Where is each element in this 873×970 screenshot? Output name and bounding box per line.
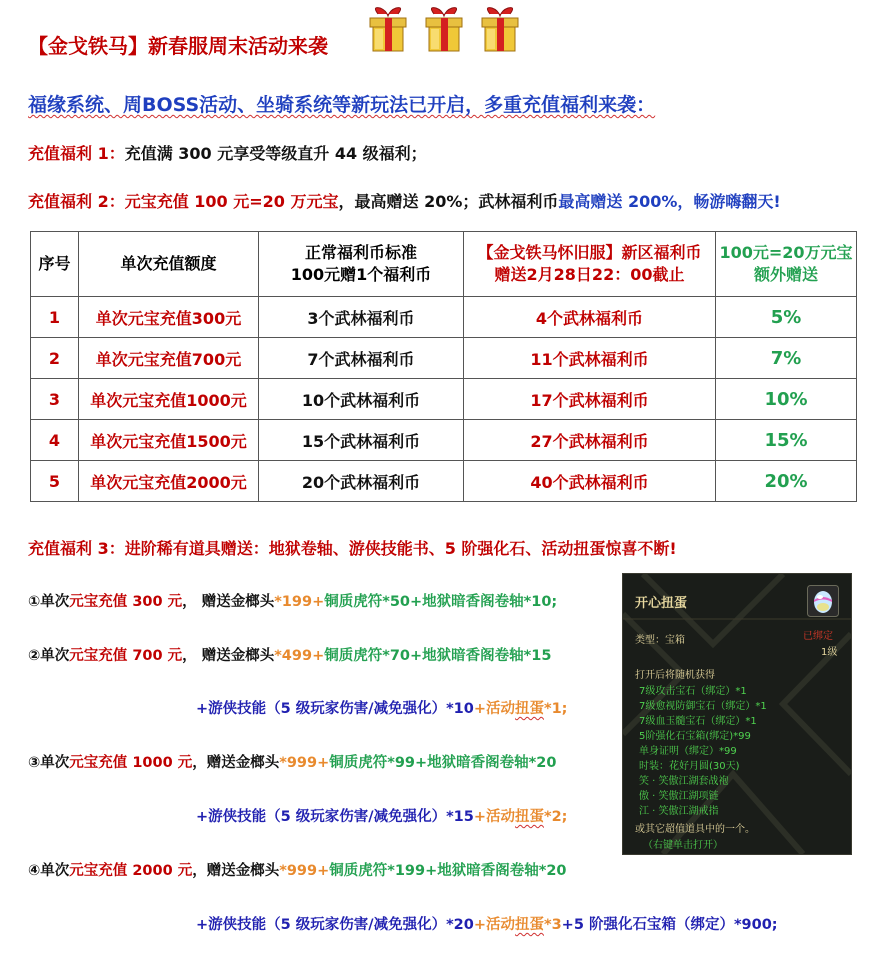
cell-bonus: 5% (716, 297, 857, 338)
gift-egg-name: 扭蛋 (515, 917, 544, 933)
tooltip-reward-item: 5阶强化石宝箱(绑定)*99 (639, 731, 751, 742)
gift-rest: +地狱暗香阁卷轴*15 (410, 648, 552, 664)
gift-rest: +地狱暗香阁卷轴*10; (410, 594, 558, 610)
tooltip-outro: 或其它超值道具中的一个。 (635, 824, 755, 835)
tooltip-reward-item: 笑 · 笑傲江湖套战袍 (639, 776, 729, 787)
header-new-server-coin: 【金戈铁马怀旧服】新区福利币 赠送2月28日22：00截止 (464, 232, 716, 297)
tooltip-reward-item: 傲 · 笑傲江湖项链 (639, 791, 719, 802)
gift-box-icon (420, 4, 468, 54)
cell-normal-coin: 20个武林福利币 (259, 461, 464, 502)
gift-item: 铜质虎符 (324, 648, 383, 664)
gift-skill: +游侠技能（5 级玩家伤害/减免强化）*15 (196, 809, 474, 825)
cell-bonus: 7% (716, 338, 857, 379)
gift-number: ①单次 (28, 594, 70, 610)
gift-box-icon (476, 4, 524, 54)
tooltip-item-name: 开心扭蛋 (635, 596, 688, 611)
gift-number: ④单次 (28, 863, 70, 879)
gift-egg: +活动 (473, 917, 515, 933)
tooltip-reward-item: 7级血玉髓宝石（绑定）*1 (639, 716, 757, 727)
cell-amount: 单次元宝充值1000元 (79, 379, 259, 420)
gift-skill: +游侠技能（5 级玩家伤害/减免强化）*10 (196, 701, 474, 717)
cell-new-coin: 27个武林福利币 (464, 420, 716, 461)
gift-qty: *199 (274, 594, 313, 610)
gift-amount: 元宝充值 700 元 (69, 648, 183, 664)
cell-bonus: 15% (716, 420, 857, 461)
benefit-2 (28, 189, 781, 212)
gift-line-2000 (28, 859, 567, 880)
cell-amount: 单次元宝充值2000元 (79, 461, 259, 502)
benefit-1-text: 充值满 300 元享受等级直升 44 级福利； (124, 144, 427, 163)
cell-new-coin: 17个武林福利币 (464, 379, 716, 420)
gift-rest: +地狱暗香阁卷轴*20 (415, 755, 557, 771)
gift-amount: 元宝充值 2000 元 (69, 863, 193, 879)
tooltip-hint: （右键单击打开） (643, 840, 723, 851)
gift-plus: + (312, 648, 325, 664)
tooltip-item-type: 类型：宝箱 (635, 635, 685, 646)
tooltip-level: 1级 (821, 647, 838, 658)
cell-normal-coin: 3个武林福利币 (259, 297, 464, 338)
subtitle: 福缘系统、周BOSS活动、坐骑系统等新玩法已开启，多重充值福利来袭： (28, 94, 656, 116)
cell-bonus: 10% (716, 379, 857, 420)
gift-qty: *99 (387, 755, 416, 771)
tooltip-reward-item: 7级攻击宝石（绑定）*1 (639, 686, 747, 697)
tooltip-intro: 打开后将随机获得 (635, 670, 715, 681)
gift-text: ，赠送金榔头 (192, 863, 280, 879)
cell-new-coin: 40个武林福利币 (464, 461, 716, 502)
gift-number: ③单次 (28, 755, 70, 771)
header-extra-bonus: 100元=20万元宝 额外赠送 (716, 232, 857, 297)
benefit-2-label: 充值福利 2： (28, 192, 125, 211)
tooltip-reward-item: 时装：花好月圆(30天) (639, 761, 740, 772)
cell-index: 1 (31, 297, 79, 338)
gift-qty: *50 (382, 594, 410, 610)
cell-index: 4 (31, 420, 79, 461)
gift-line-2000-cont (196, 913, 778, 934)
gift-plus: + (312, 594, 325, 610)
table-row (31, 420, 857, 461)
cell-new-coin: 11个武林福利币 (464, 338, 716, 379)
table-row (31, 461, 857, 502)
gift-egg-qty: *2; (544, 809, 568, 825)
gift-plus: + (317, 863, 330, 879)
cell-index: 2 (31, 338, 79, 379)
gift-rest: +地狱暗香阁卷轴*20 (425, 863, 567, 879)
gift-tail: +5 阶强化石宝箱（绑定）*900; (561, 917, 778, 933)
gift-text: ， 赠送金榔头 (182, 594, 275, 610)
benefit-1-label: 充值福利 1： (28, 144, 125, 163)
cell-index: 3 (31, 379, 79, 420)
gift-text: ， 赠送金榔头 (182, 648, 275, 664)
gift-egg: +活动 (473, 809, 515, 825)
tooltip-reward-item: 江 · 笑傲江湖戒指 (639, 806, 719, 817)
tooltip-bound-status: 已绑定 (803, 631, 833, 642)
gift-egg-name: 扭蛋 (515, 809, 544, 825)
header-amount: 单次充值额度 (79, 232, 259, 297)
gift-line-700 (28, 644, 551, 665)
header-normal-coin: 正常福利币标准 100元赠1个福利币 (259, 232, 464, 297)
tooltip-reward-item: 7级愈视防御宝石（绑定）*1 (639, 701, 767, 712)
capsule-egg-icon (807, 585, 839, 617)
gift-amount: 元宝充值 1000 元 (69, 755, 193, 771)
cell-bonus: 20% (716, 461, 857, 502)
gift-qty: *999 (279, 863, 318, 879)
benefit-1 (28, 141, 427, 164)
recharge-rate-table (30, 231, 857, 502)
gift-item: 铜质虎符 (324, 594, 383, 610)
cell-amount: 单次元宝充值1500元 (79, 420, 259, 461)
cell-normal-coin: 7个武林福利币 (259, 338, 464, 379)
cell-normal-coin: 15个武林福利币 (259, 420, 464, 461)
tooltip-reward-item: 单身证明（绑定）*99 (639, 746, 737, 757)
gift-qty: *999 (279, 755, 318, 771)
gift-egg-qty: *3 (544, 917, 562, 933)
gift-number: ②单次 (28, 648, 70, 664)
gift-amount: 元宝充值 300 元 (69, 594, 183, 610)
table-row (31, 379, 857, 420)
gift-item: 铜质虎符 (329, 755, 388, 771)
page-title: 【金戈铁马】新春服周末活动来袭 (28, 34, 328, 58)
benefit-2-part2: ，最高赠送 20%；武林福利币 (338, 192, 559, 211)
gift-line-1000-cont (196, 805, 567, 826)
gift-item: 铜质虎符 (329, 863, 388, 879)
cell-amount: 单次元宝充值700元 (79, 338, 259, 379)
cell-index: 5 (31, 461, 79, 502)
gift-line-700-cont (196, 697, 567, 718)
table-row (31, 297, 857, 338)
gift-plus: + (317, 755, 330, 771)
gift-qty: *499 (274, 648, 313, 664)
benefit-3: 充值福利 3：进阶稀有道具赠送：地狱卷轴、游侠技能书、5 阶强化石、活动扭蛋惊喜不断! (28, 539, 677, 558)
benefit-2-part1: 元宝充值 100 元=20 万元宝 (124, 192, 339, 211)
gift-egg-name: 扭蛋 (515, 701, 544, 717)
table-header-row (31, 232, 857, 297)
benefit-2-part3: 最高赠送 200%，畅游嗨翻天! (558, 192, 781, 211)
gift-line-300 (28, 590, 557, 611)
cell-new-coin: 4个武林福利币 (464, 297, 716, 338)
table-row (31, 338, 857, 379)
gift-box-icon (364, 4, 412, 54)
cell-normal-coin: 10个武林福利币 (259, 379, 464, 420)
gift-qty: *199 (387, 863, 426, 879)
header-index: 序号 (31, 232, 79, 297)
gift-egg-qty: *1; (544, 701, 568, 717)
gift-text: ，赠送金榔头 (192, 755, 280, 771)
gift-skill: +游侠技能（5 级玩家伤害/减免强化）*20 (196, 917, 474, 933)
gift-qty: *70 (382, 648, 410, 664)
gift-egg: +活动 (473, 701, 515, 717)
cell-amount: 单次元宝充值300元 (79, 297, 259, 338)
gift-line-1000 (28, 751, 556, 772)
